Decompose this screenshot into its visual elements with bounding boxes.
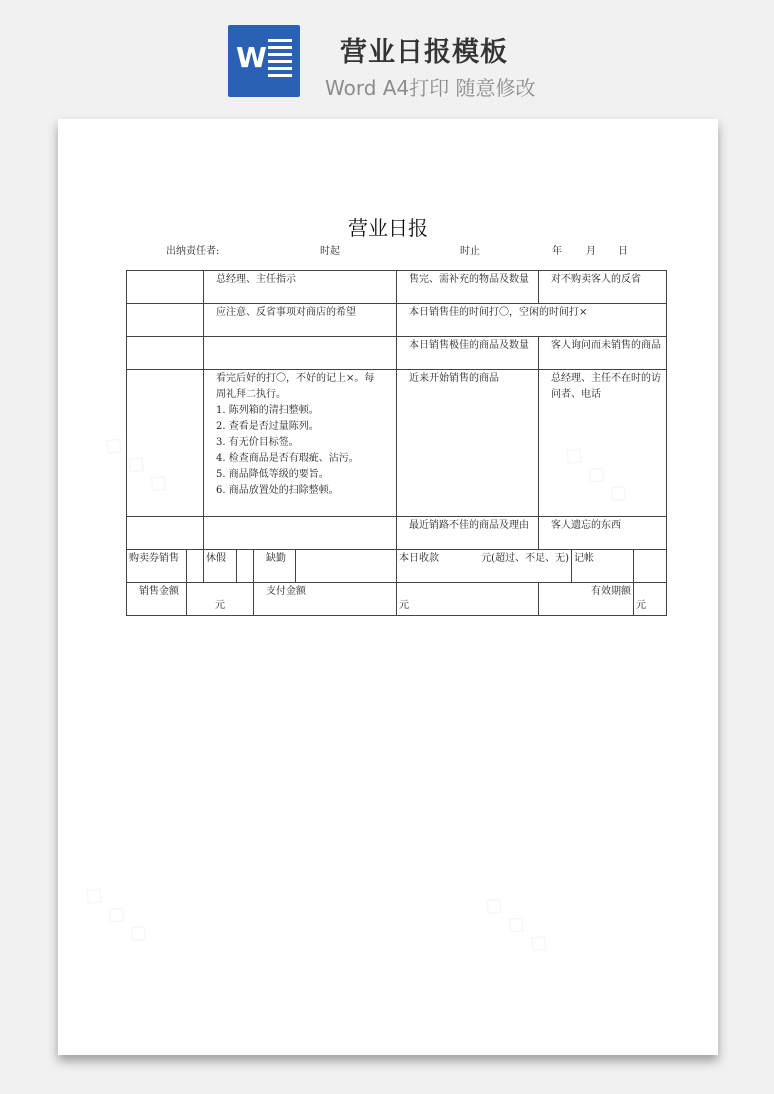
word-icon [228,25,300,97]
word-logo-lines [268,39,292,81]
table-cell [127,271,204,304]
page-subtitle: Word A4打印 随意修改 [325,76,536,100]
sales-time-cell: 本日销售佳的时间打〇，空闲的时间打× [397,304,667,337]
table-row [127,583,667,616]
cashier-label: 出纳责任者: [166,246,220,257]
manager-instructions-cell: 总经理、主任指示 [204,271,397,304]
checklist-line: 看完后好的打〇，不好的记上×。每 [216,373,375,384]
month-label: 月 [586,246,596,257]
today-receipt-cell [397,550,572,583]
table-cell [187,550,204,583]
poor-sellers-cell: 最近销路不佳的商品及理由 [397,517,539,550]
coupon-sales-label: 购卖券销售 [127,550,187,583]
start-time-label: 时起 [320,246,340,257]
today-receipt-label: 本日收款 [399,553,439,564]
table-row [127,337,667,370]
table-cell [127,337,204,370]
checklist-line: 2. 查看是否过量陈列。 [216,421,319,432]
day-label: 日 [618,246,628,257]
table-cell [634,550,667,583]
valid-period-cell [634,583,667,616]
checklist-line: 5. 商品降低等级的要旨。 [216,469,329,480]
payment-amount-label: 支付金额 [254,583,397,616]
table-row [127,304,667,337]
checklist-line: 周礼拜二执行。 [216,389,286,400]
valid-period-label: 有效期额 [539,583,634,616]
table-cell [296,550,397,583]
sales-amount-cell [187,583,254,616]
checklist-line: 1. 陈列箱的清扫整顿。 [216,405,319,416]
checklist-line: 4. 检查商品是否有瑕疵、沾污。 [216,453,359,464]
header-banner [0,0,774,110]
yuan-unit: 元 [215,600,225,611]
attention-items-cell: 应注意、反省事项对商店的希望 [204,304,397,337]
yuan-unit: 元 [636,600,646,611]
payment-amount-cell [397,583,539,616]
best-sellers-cell: 本日销售极佳的商品及数量 [397,337,539,370]
table-cell [204,517,397,550]
table-cell [237,550,254,583]
document-title: 营业日报 [348,216,428,240]
word-logo-letter: W [236,41,267,74]
absence-label: 缺勤 [254,550,296,583]
table-cell [204,337,397,370]
table-row [127,517,667,550]
end-time-label: 时止 [460,246,480,257]
table-cell [127,304,204,337]
table-cell [127,370,204,517]
sales-amount-label: 销售金额 [127,583,187,616]
checklist-line: 3. 有无价目标签。 [216,437,299,448]
new-products-cell: 近来开始销售的商品 [397,370,539,517]
yuan-unit: 元 [399,600,409,611]
year-label: 年 [552,246,562,257]
lost-items-cell: 客人遗忘的东西 [539,517,667,550]
watermark [77,877,156,950]
asked-unsold-cell: 客人询问而未销售的商品 [539,337,667,370]
page-title: 营业日报模板 [340,37,508,68]
table-row [127,271,667,304]
report-table [126,270,667,616]
table-row [127,550,667,583]
checklist-cell [204,370,397,517]
watermark [477,887,556,960]
leave-label: 休假 [204,550,237,583]
restock-items-cell: 售完、需补充的物品及数量 [397,271,539,304]
document-page [58,119,718,1055]
receipt-status-note: 元(超过、不足、无) [481,553,569,564]
checklist-line: 6. 商品放置处的扫除整顿。 [216,485,339,496]
visitors-calls-cell: 总经理、主任不在时的访问者、电话 [539,370,667,517]
table-row [127,370,667,517]
non-buyer-reflection-cell: 对不购卖客人的反省 [539,271,667,304]
table-cell [127,517,204,550]
account-label: 记帐 [572,550,634,583]
